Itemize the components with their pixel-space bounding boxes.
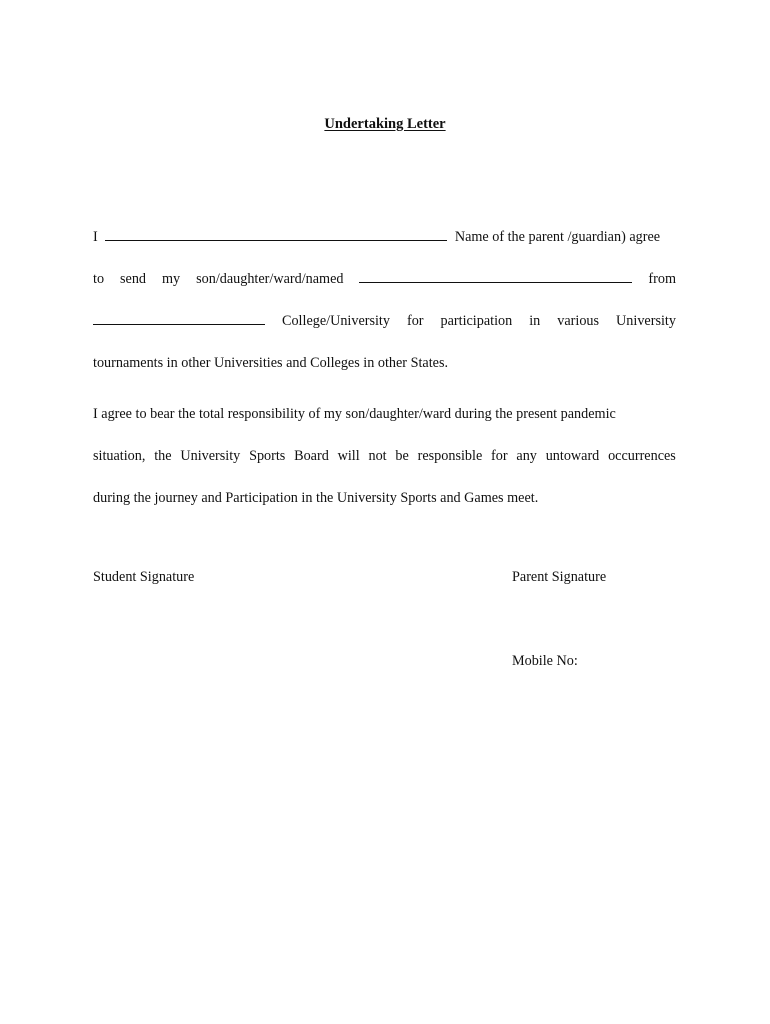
word: University <box>180 448 241 464</box>
word: not <box>368 448 387 464</box>
student-signature-label: Student Signature <box>93 569 195 585</box>
parent-guardian-text: Name of the parent /guardian) agree <box>454 229 661 245</box>
word: from <box>648 271 676 287</box>
word: any <box>516 448 537 464</box>
word: be <box>395 448 409 464</box>
word: for <box>406 313 424 329</box>
word: situation, <box>93 448 146 464</box>
word: Sports <box>249 448 286 464</box>
paragraph2-line1: I agree to bear the total responsibility of my son/daughter/ward during the present pandemic <box>93 406 616 422</box>
mobile-number-label: Mobile No: <box>512 653 578 669</box>
paragraph1-line3 <box>93 312 676 330</box>
word: my <box>162 271 181 287</box>
paragraph1-line4: tournaments in other Universities and Colleges in other States. <box>93 355 449 371</box>
document-title: Undertaking Letter <box>324 116 446 132</box>
word: various <box>557 313 600 329</box>
word: to <box>93 271 105 287</box>
word: College/University <box>282 313 390 329</box>
ward-name-blank[interactable] <box>359 270 632 283</box>
word: will <box>337 448 360 464</box>
paragraph1-line2 <box>93 270 676 288</box>
paragraph1-line1 <box>93 228 676 246</box>
word: participation <box>440 313 513 329</box>
parent-name-blank[interactable] <box>105 228 447 241</box>
word: responsible <box>417 448 483 464</box>
word: University <box>616 313 676 329</box>
word: for <box>491 448 508 464</box>
word: occurrences <box>608 448 676 464</box>
word: untoward <box>545 448 600 464</box>
word: son/daughter/ward/named <box>196 271 344 287</box>
pronoun-text: I <box>93 229 98 245</box>
college-name-blank[interactable] <box>93 312 265 325</box>
word: send <box>120 271 147 287</box>
word: the <box>154 448 172 464</box>
word: Board <box>294 448 329 464</box>
word: in <box>529 313 541 329</box>
paragraph2-line3: during the journey and Participation in the University Sports and Games meet. <box>93 490 539 506</box>
paragraph2-line2 <box>93 447 676 465</box>
parent-signature-label: Parent Signature <box>512 569 607 585</box>
